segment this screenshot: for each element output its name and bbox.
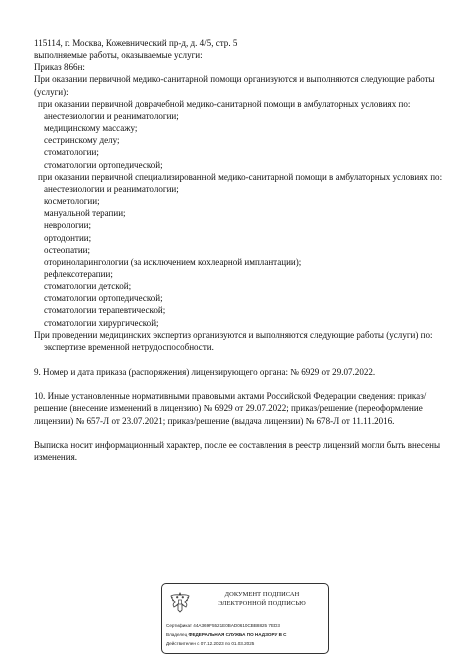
- stamp-title-line2: ЭЛЕКТРОННОЙ ПОДПИСЬЮ: [218, 600, 306, 607]
- list-item: ортодонтии;: [44, 232, 92, 243]
- owner-value: ФЕДЕРАЛЬНАЯ СЛУЖБА ПО НАДЗОРУ В С: [188, 632, 287, 637]
- expertise-intro: При проведении медицинских экспертиз организуются и выполняются следующие работы (услуги) по:: [34, 329, 433, 340]
- list-item: мануальной терапии;: [44, 208, 126, 219]
- order-line: Приказ 866н:: [34, 62, 85, 73]
- list-item: медицинскому массажу;: [44, 123, 138, 134]
- list-item: экспертизе временной нетрудоспособности.: [44, 341, 214, 352]
- list-item: анестезиологии и реаниматологии;: [44, 183, 179, 194]
- address-line: 115114, г. Москва, Кожевнический пр-д, д. 4/5, стр. 5: [34, 38, 238, 48]
- prehospital-intro: при оказании первичной доврачебной медико-санитарной помощи в амбулаторных условиях по:: [38, 98, 411, 109]
- owner-label: Владелец: [166, 632, 188, 637]
- validity-label: Действителен: [166, 641, 196, 646]
- list-item: стоматологии;: [44, 147, 99, 158]
- electronic-signature-stamp: [161, 583, 329, 654]
- works-label: выполняемые работы, оказываемые услуги:: [34, 50, 203, 61]
- certificate-line: [166, 623, 328, 629]
- validity-value: с 07.12.2023 по 01.03.2025: [197, 641, 255, 646]
- list-item: оториноларингологии (за исключением кохлеарной имплантации);: [44, 256, 302, 267]
- list-item: косметологии;: [44, 196, 100, 207]
- list-item: неврологии;: [44, 220, 92, 231]
- section-10: 10. Иные установленные нормативными правовыми актами Российской Федерации сведения: приказ/решение (внесение изменений в лицензию) № 6929 от 29.07.2022; приказ/решение (переоформление лицензии) № 657-Л от 23.07.2021; приказ/решение (выдача лицензии) № 678-Л от 11.11.2016.: [34, 391, 427, 426]
- coat-of-arms-icon: [168, 589, 192, 615]
- list-item: стоматологии хирургической;: [44, 317, 159, 328]
- list-item: сестринскому делу;: [44, 135, 120, 146]
- list-item: остеопатии;: [44, 244, 91, 255]
- certificate-label: Сертификат: [166, 623, 193, 628]
- validity-line: [166, 641, 328, 647]
- section-9: 9. Номер и дата приказа (распоряжения) лицензирующего органа: № 6929 от 29.07.2022.: [34, 366, 376, 377]
- list-item: стоматологии детской;: [44, 281, 132, 292]
- certificate-value: 44A369F5521E0BAD0610CBB8825 7ED3: [193, 623, 280, 628]
- owner-line: [166, 632, 328, 638]
- disclaimer: Выписка носит информационный характер, после ее составления в реестр лицензий могли быть внесены изменения.: [34, 440, 441, 463]
- primary-care-intro: При оказании первичной медико-санитарной помощи организуются и выполняются следующие работы (услуги):: [34, 74, 435, 97]
- stamp-title-line1: ДОКУМЕНТ ПОДПИСАН: [224, 591, 300, 598]
- stamp-title: [198, 590, 326, 608]
- list-item: стоматологии ортопедической;: [44, 293, 163, 304]
- list-item: стоматологии терапевтической;: [44, 305, 166, 316]
- document-body: [34, 37, 458, 464]
- specialized-intro: при оказании первичной специализированной медико-санитарной помощи в амбулаторных условиях по:: [38, 171, 443, 182]
- list-item: рефлексотерапии;: [44, 268, 113, 279]
- list-item: анестезиологии и реаниматологии;: [44, 110, 179, 121]
- list-item: стоматологии ортопедической;: [44, 159, 163, 170]
